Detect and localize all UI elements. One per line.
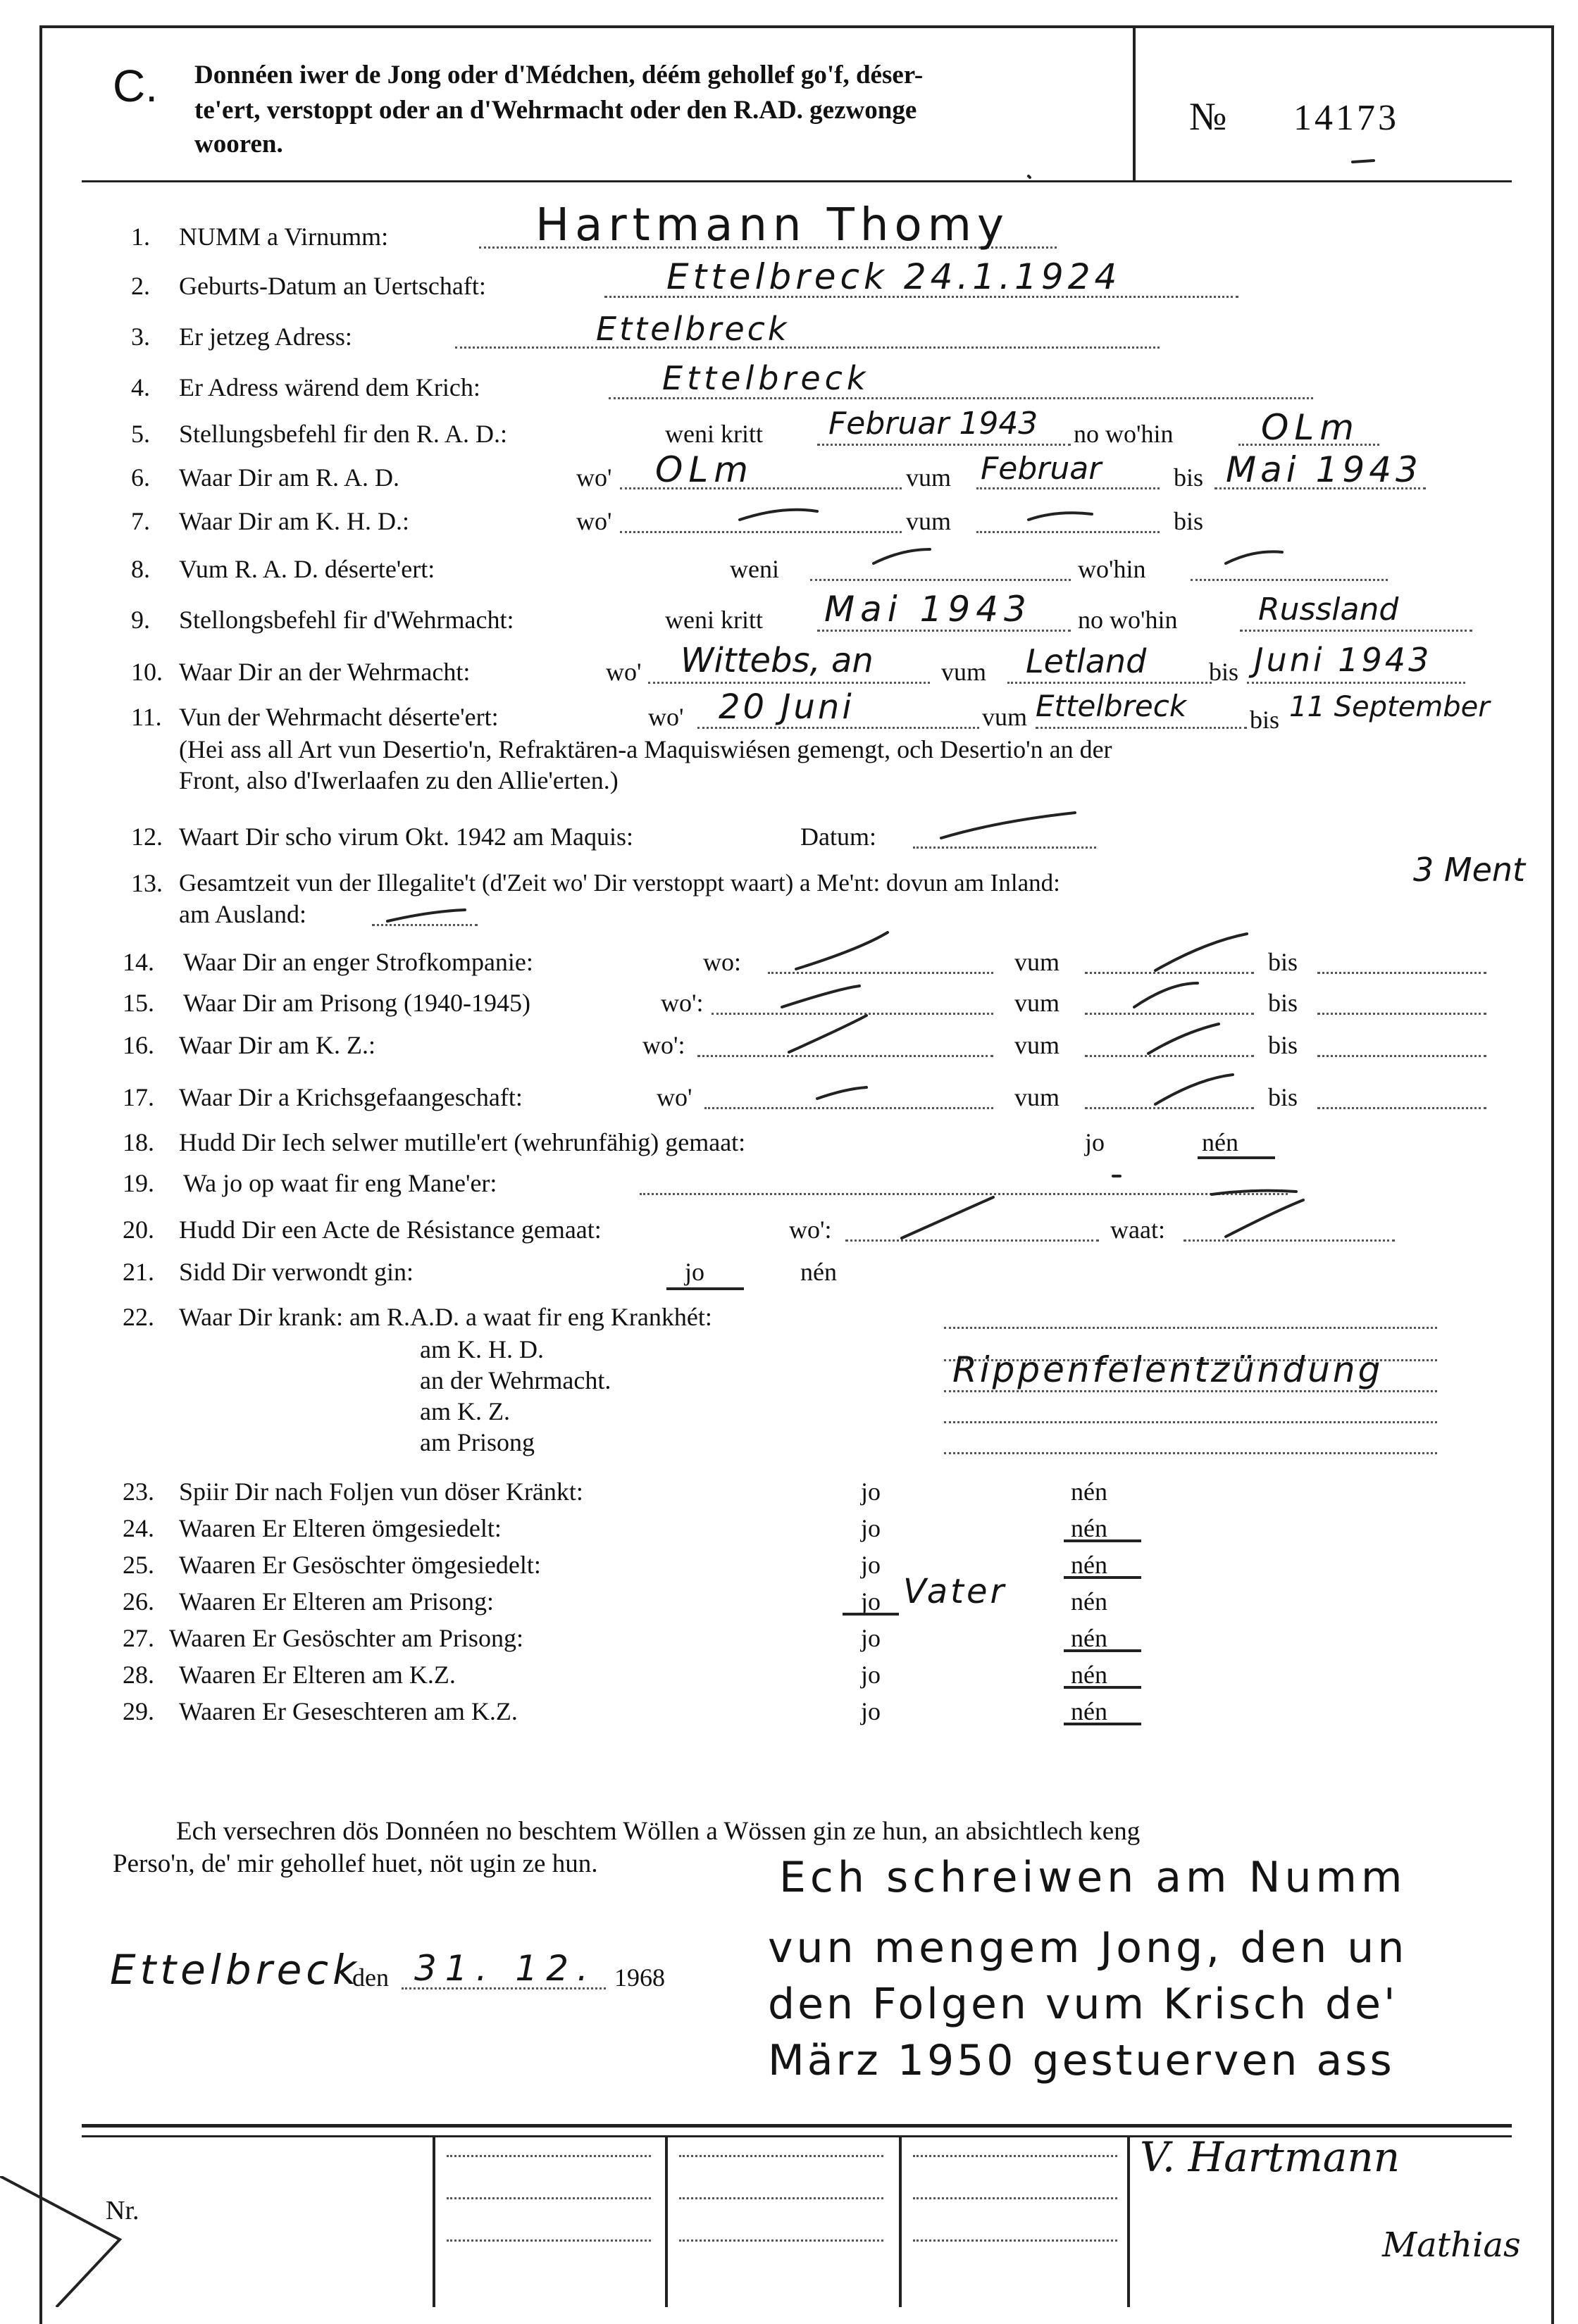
army-place-answer: Wittebs, an (681, 641, 874, 680)
bis-label: bis (1174, 463, 1204, 492)
vum-label: vum (1014, 948, 1060, 976)
row-note-line-1: (Hei ass all Art vun Desertio'n, Refraktären-a Maquiswiésen gemengt, och Desertio'n an der (179, 735, 1112, 763)
bis-label: bis (1268, 1031, 1298, 1059)
row-label: Waaren Er Gesöschter am Prisong: (169, 1624, 523, 1652)
army-order-place-answer: Russland (1258, 592, 1399, 627)
jo-option: jo (861, 1514, 881, 1542)
row-number: 19. (123, 1169, 154, 1197)
row-label-2: am Ausland: (179, 900, 306, 928)
nen-option: nén (1071, 1587, 1107, 1616)
row-number: 27. (123, 1624, 154, 1652)
bis-label: bis (1268, 1083, 1298, 1111)
header-text-line-3: wooren. (194, 130, 283, 158)
row-number: 6. (131, 463, 150, 492)
rad-from-answer: Februar (981, 451, 1102, 487)
row-number: 25. (123, 1551, 154, 1579)
rad-order-date-answer: Februar 1943 (828, 406, 1038, 442)
desertion-place-answer: 20 Juni (719, 687, 855, 727)
row-number: 21. (123, 1258, 154, 1286)
weni-kritt-label: weni kritt (665, 606, 763, 634)
row-label: Waaren Er Elteren am K.Z. (179, 1661, 456, 1689)
form-number: 14173 (1293, 98, 1399, 138)
row-number: 15. (123, 989, 154, 1017)
desertion-to-answer: 11 September (1289, 691, 1490, 723)
header-text-line-2: te'ert, verstoppt oder an d'Wehrmacht oder den R.AD. gezwonge (194, 96, 917, 125)
vum-label: vum (1014, 1031, 1060, 1059)
row-label: Waar Dir am R. A. D. (179, 463, 400, 492)
declaration-line-1: Ech versechren dös Donnéen no beschtem Wöllen a Wössen gin ze hun, an absichtlech keng (176, 1817, 1141, 1846)
war-address-answer: Ettelbreck (662, 359, 870, 397)
parents-prison-answer: Vater (903, 1572, 1007, 1611)
wo-label: wo' (657, 1083, 692, 1111)
army-to-answer: Juni 1943 (1254, 641, 1432, 679)
row-number: 13. (131, 869, 163, 897)
row-number: 16. (123, 1031, 154, 1059)
row-label: Er jetzeg Adress: (179, 323, 352, 351)
signature-place: Ettelbreck (110, 1946, 361, 1994)
row-label: Er Adress wärend dem Krich: (179, 373, 480, 401)
wo-label: wo': (642, 1031, 685, 1059)
no-wohin-label: no wo'hin (1078, 606, 1178, 634)
address-answer: Ettelbreck (596, 310, 790, 348)
jo-option: jo (685, 1258, 705, 1286)
desertion-from-answer: Ettelbreck (1036, 689, 1187, 723)
nen-option: nén (1071, 1514, 1107, 1542)
jo-option: jo (1085, 1128, 1105, 1156)
bis-label: bis (1250, 706, 1280, 734)
vum-label: vum (1014, 989, 1060, 1017)
row-number: 5. (131, 420, 150, 448)
nr-label: Nr. (106, 2196, 139, 2225)
row-label: Wa jo op waat fir eng Mane'er: (183, 1169, 497, 1197)
row-label: Waar Dir an enger Strofkompanie: (183, 948, 533, 976)
handwritten-note-line-3: den Folgen vum Krisch de' (768, 1980, 1398, 2029)
vum-label: vum (906, 507, 952, 535)
illegality-answer: 3 Ment (1413, 851, 1526, 889)
row-number: 29. (123, 1697, 154, 1725)
declaration-line-2: Perso'n, de' mir gehollef huet, nöt ugin ze hun. (113, 1849, 598, 1878)
handwritten-note-line-2: vun mengem Jong, den un (768, 1923, 1408, 1973)
number-sign: № (1189, 95, 1227, 139)
row-number: 3. (131, 323, 150, 351)
wo-label: wo' (606, 658, 642, 686)
vum-label: vum (982, 703, 1028, 731)
sub-label: an der Wehrmacht. (420, 1366, 611, 1394)
wo-label: wo' (576, 507, 612, 535)
row-number: 9. (131, 606, 150, 634)
rad-place-answer: OLm (655, 449, 754, 490)
signature-1: V. Hartmann (1140, 2133, 1400, 2181)
row-number: 8. (131, 555, 150, 583)
wo-label: wo' (648, 703, 684, 731)
row-note-line-2: Front, also d'Iwerlaafen zu den Allie'erten.) (179, 766, 619, 794)
row-number: 24. (123, 1514, 154, 1542)
row-label: Waar Dir am K. Z.: (179, 1031, 375, 1059)
handwritten-note-line-4: März 1950 gestuerven ass (768, 2036, 1395, 2085)
vum-label: vum (941, 658, 987, 686)
row-number: 20. (123, 1216, 154, 1244)
row-number: 10. (131, 658, 163, 686)
row-label: Waaren Er Geseschteren am K.Z. (179, 1697, 518, 1725)
row-label: Waar Dir am Prisong (1940-1945) (183, 989, 530, 1017)
nen-option: nén (800, 1258, 837, 1286)
header-text-line-1: Donnéen iwer de Jong oder d'Médchen, déém gehollef go'f, déser- (194, 61, 924, 89)
row-number: 23. (123, 1478, 154, 1506)
illness-answer: Rippenfelentzündung (952, 1349, 1384, 1390)
signature-date: 31. 12. (414, 1948, 597, 1989)
row-number: 28. (123, 1661, 154, 1689)
jo-option: jo (861, 1624, 881, 1652)
form-section-letter: C. (113, 61, 158, 111)
name-answer: Hartmann Thomy (535, 199, 1009, 251)
sub-label: am K. H. D. (420, 1335, 544, 1363)
row-label: Vum R. A. D. déserte'ert: (179, 555, 435, 583)
row-label: NUMM a Virnumm: (179, 223, 389, 251)
weni-kritt-label: weni kritt (665, 420, 763, 448)
row-label: Waaren Er Elteren ömgesiedelt: (179, 1514, 502, 1542)
sub-label: am K. Z. (420, 1397, 510, 1425)
row-number: 12. (131, 823, 163, 851)
row-label: Waar Dir a Krichsgefaangeschaft: (179, 1083, 523, 1111)
no-wohin-label: no wo'hin (1074, 420, 1174, 448)
row-number: 17. (123, 1083, 154, 1111)
row-number: 2. (131, 272, 150, 300)
row-label: Waar Dir an der Wehrmacht: (179, 658, 471, 686)
wo-label: wo': (661, 989, 704, 1017)
row-number: 7. (131, 507, 150, 535)
row-label: Geburts-Datum an Uertschaft: (179, 272, 486, 300)
nen-option: nén (1202, 1128, 1238, 1156)
jo-option: jo (861, 1478, 881, 1506)
jo-option: jo (861, 1587, 881, 1616)
wo-label: wo': (789, 1216, 832, 1244)
weni-label: weni (730, 555, 779, 583)
nen-option: nén (1071, 1624, 1107, 1652)
bis-label: bis (1174, 507, 1204, 535)
jo-option: jo (861, 1697, 881, 1725)
jo-option: jo (861, 1661, 881, 1689)
row-number: 22. (123, 1303, 154, 1331)
row-label: Waar Dir krank: am R.A.D. a waat fir eng Krankhét: (179, 1303, 712, 1331)
jo-option: jo (861, 1551, 881, 1579)
datum-label: Datum: (800, 823, 876, 851)
row-label: Waar Dir am K. H. D.: (179, 507, 410, 535)
row-label: Stellungsbefehl fir den R. A. D.: (179, 420, 507, 448)
row-label: Spiir Dir nach Foljen vun döser Kränkt: (179, 1478, 583, 1506)
wo-label: wo: (703, 948, 741, 976)
row-label: Hudd Dir Iech selwer mutille'ert (wehrunfähig) gemaat: (179, 1128, 746, 1156)
wo-label: wo' (576, 463, 612, 492)
row-label: Stellongsbefehl fir d'Wehrmacht: (179, 606, 514, 634)
waat-label: waat: (1110, 1216, 1165, 1244)
nen-option: nén (1071, 1551, 1107, 1579)
handwritten-note-line-1: Ech schreiwen am Numm (779, 1853, 1407, 1902)
row-label: Vun der Wehrmacht déserte'ert: (179, 703, 499, 731)
sub-label: am Prisong (420, 1428, 535, 1456)
row-label: Sidd Dir verwondt gin: (179, 1258, 414, 1286)
row-number: 18. (123, 1128, 154, 1156)
bis-label: bis (1209, 658, 1239, 686)
bis-label: bis (1268, 989, 1298, 1017)
wohin-label: wo'hin (1078, 555, 1146, 583)
rad-order-place-answer: OLm (1261, 407, 1360, 448)
nen-option: nén (1071, 1478, 1107, 1506)
row-number: 26. (123, 1587, 154, 1616)
nen-option: nén (1071, 1661, 1107, 1689)
bis-label: bis (1268, 948, 1298, 976)
birth-answer: Ettelbreck 24.1.1924 (666, 256, 1122, 297)
army-from-answer: Letland (1026, 642, 1147, 680)
row-number: 1. (131, 223, 150, 251)
vum-label: vum (1014, 1083, 1060, 1111)
row-label: Gesamtzeit vun der Illegalite't (d'Zeit wo' Dir verstoppt waart) a Me'nt: dovun am Inland: (179, 869, 1060, 897)
army-order-date-answer: Mai 1943 (824, 589, 1032, 630)
row-label: Hudd Dir een Acte de Résistance gemaat: (179, 1216, 602, 1244)
row-number: 11. (131, 703, 162, 731)
signature-year: 1968 (614, 1963, 665, 1992)
rad-to-answer: Mai 1943 (1226, 449, 1422, 490)
row-number: 4. (131, 373, 150, 401)
vum-label: vum (906, 463, 952, 492)
row-label: Waaren Er Elteren am Prisong: (179, 1587, 494, 1616)
row-number: 14. (123, 948, 154, 976)
signature-2: Mathias (1382, 2225, 1521, 2265)
den-label: den (352, 1963, 389, 1992)
row-label: Waart Dir scho virum Okt. 1942 am Maquis: (179, 823, 633, 851)
row-label: Waaren Er Gesöschter ömgesiedelt: (179, 1551, 541, 1579)
nen-option: nén (1071, 1697, 1107, 1725)
